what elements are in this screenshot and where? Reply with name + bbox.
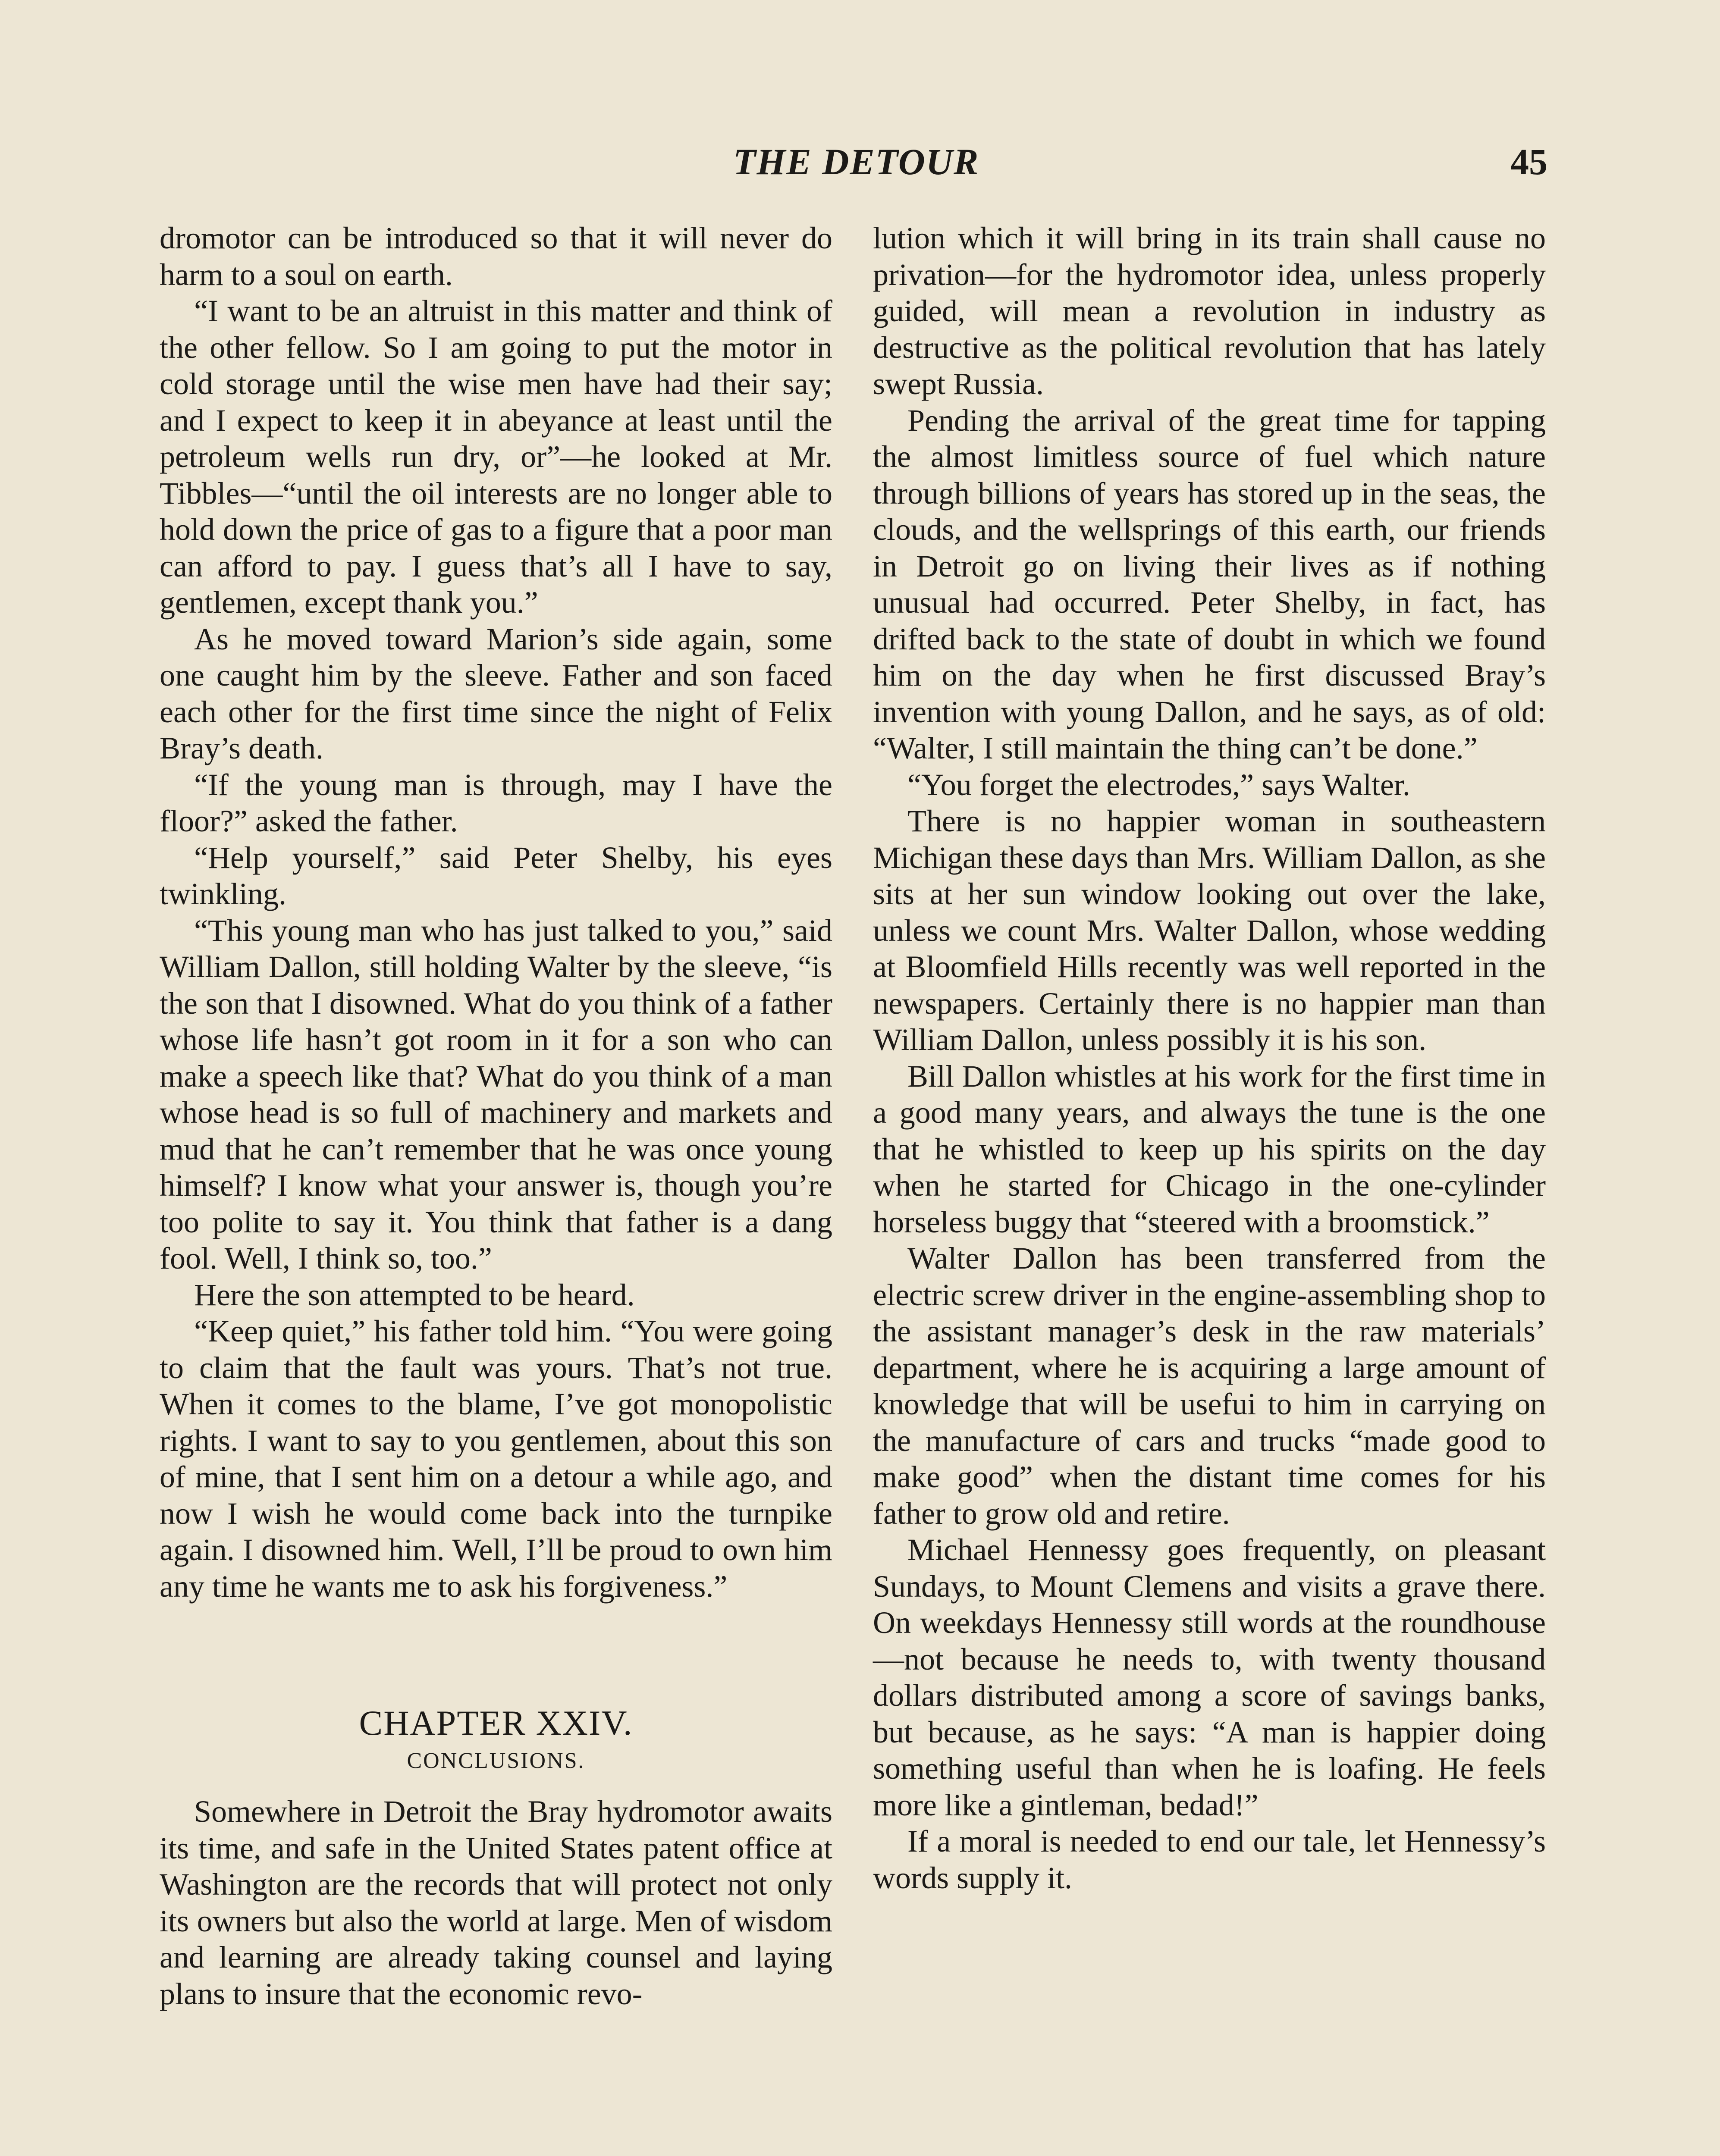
- paragraph: “Help yourself,” said Peter Shelby, his eyes twinkling.: [160, 840, 832, 911]
- paragraph: “Keep quiet,” his father told him. “You were going to claim that the fault was yours. That’s not true. When it comes to the blame, I’ve got monopolistic rights. I want to say to you gentlemen, about this son of mine, that I sent him on a detour a while ago, and now I wish he would come back into the turnpike again. I disowned him. Well, I’ll be proud to own him any time he wants me to ask his forgiveness.”: [160, 1314, 832, 1604]
- chapter-subtitle: CONCLUSIONS.: [407, 1749, 585, 1773]
- page-header: [0, 140, 1720, 188]
- paragraph: If a moral is needed to end our tale, let Hennessy’s words supply it.: [873, 1824, 1546, 1895]
- paragraph: There is no happier woman in southeastern Michigan these days than Mrs. William Dallon, as she sits at her sun window looking out over the lake, unless we count Mrs. Walter Dallon, whose wedding at Bloomfield Hills recently was well reported in the newspapers. Certainly there is no happier man than William Dallon, unless possibly it is his son.: [873, 804, 1546, 1057]
- right-column: [873, 220, 1546, 1896]
- running-title: THE DETOUR: [733, 141, 979, 182]
- left-after-chapter-paragraphs: [160, 1793, 832, 2012]
- right-paragraphs: [873, 220, 1546, 1896]
- paragraph: Pending the arrival of the great time for tapping the almost limitless source of fuel which nature through billions of years has stored up in the seas, the clouds, and the wellsprings of this earth, our friends in Detroit go on living their lives as if nothing unusual had occurred. Peter Shelby, in fact, has drifted back to the state of doubt in which we found him on the day when he first discussed Bray’s invention with young Dallon, and he says, as of old: “Walter, I still maintain the thing can’t be done.”: [873, 403, 1546, 765]
- paragraph: “If the young man is through, may I have the floor?” asked the father.: [160, 767, 832, 838]
- paragraph: dromotor can be introduced so that it will never do harm to a soul on earth.: [160, 221, 832, 292]
- paragraph: Here the son attempted to be heard.: [194, 1277, 635, 1312]
- paragraph: Somewhere in Detroit the Bray hydromotor awaits its time, and safe in the United States patent office at Washington are the records that will protect not only its owners but also the world at large. Men of wisdom and learning are already taking counsel and laying plans to insure that the economic revo-: [160, 1794, 832, 2011]
- left-paragraphs: [160, 220, 832, 1604]
- paragraph: Bill Dallon whistles at his work for the first time in a good many years, and always the tune is the one that he whistled to keep up his spirits on the day when he started for Chicago in the one-cylinder horseless buggy that “steered with a broomstick.”: [873, 1059, 1546, 1239]
- paragraph: “This young man who has just talked to you,” said William Dallon, still holding Walter by the sleeve, “is the son that I disowned. What do you think of a father whose life hasn’t got room in it for a son who can make a speech like that? What do you think of a man whose head is so full of machinery and markets and mud that he can’t remember that he was once young himself? I know what your answer is, though you’re too polite to say it. You think that father is a dang fool. Well, I think so, too.”: [160, 913, 832, 1275]
- paragraph: “You forget the electrodes,” says Walter.: [907, 767, 1410, 802]
- paragraph: lution which it will bring in its train shall cause no privation—for the hydromotor idea, unless properly guided, will mean a revolution in industry as destructive as the political revolution that has lately swept Russia.: [873, 221, 1546, 401]
- page-number: 45: [1510, 141, 1547, 182]
- left-column: [160, 220, 832, 2012]
- paragraph: Walter Dallon has been transferred from the electric screw driver in the engine-assembling shop to the assistant manager’s desk in the raw materials’ department, where he is acquiring a large amount of knowledge that will be usefui to him in carrying on the manufacture of cars and trucks “made good to make good” when the distant time comes for his father to grow old and retire.: [873, 1241, 1546, 1531]
- chapter-heading: CHAPTER XXIV.: [359, 1703, 633, 1742]
- paragraph: As he moved toward Marion’s side again, some one caught him by the sleeve. Father and son faced each other for the first time since the night of Felix Bray’s death.: [160, 621, 832, 765]
- paragraph: Michael Hennessy goes frequently, on pleasant Sundays, to Mount Clemens and visits a grave there. On weekdays Hennessy still words at the roundhouse—not because he needs to, with twenty thousand dollars distributed among a score of savings banks, but because, as he says: “A man is happier doing something useful than when he is loafing. He feels more like a gintleman, bedad!”: [873, 1532, 1546, 1822]
- paragraph: “I want to be an altruist in this matter and think of the other fellow. So I am going to put the motor in cold storage until the wise men have had their say; and I expect to keep it in abeyance at least until the petroleum wells run dry, or”—he looked at Mr. Tibbles—“until the oil interests are no longer able to hold down the price of gas to a figure that a poor man can afford to pay. I guess that’s all I have to say, gentlemen, except thank you.”: [160, 294, 832, 620]
